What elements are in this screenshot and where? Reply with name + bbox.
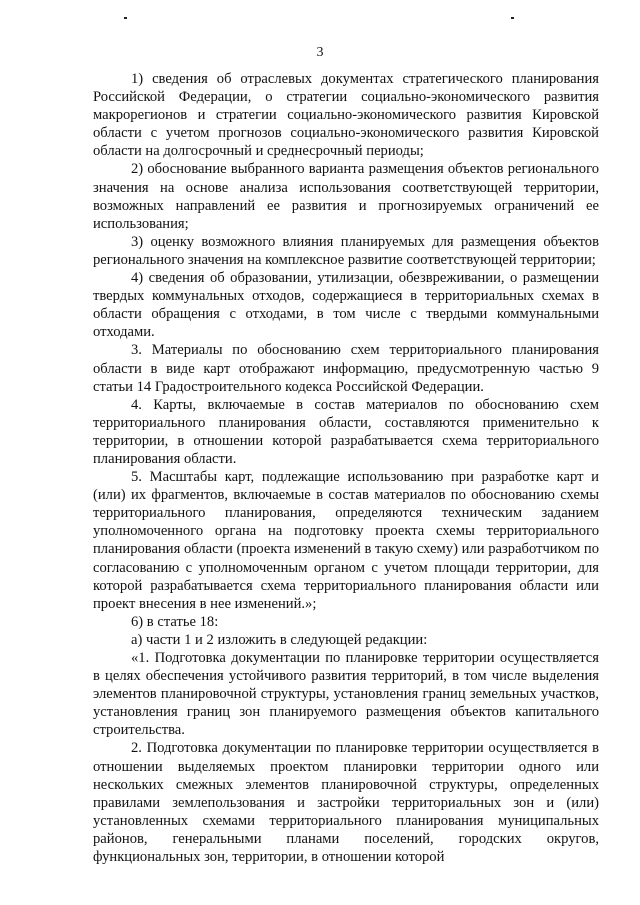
- paragraph-article-18: 6) в статье 18:: [131, 613, 219, 630]
- paragraph-item-3-maps: 3. Материалы по обоснованию схем территориального планирования области в виде карт отображают информацию, предусмотренную частью 9 статьи 14 Градостроительного кодекса Российской Федерации.: [93, 342, 599, 395]
- scan-mark-left: [124, 17, 127, 19]
- scan-mark-right: [511, 17, 514, 19]
- paragraph-part-2: 2. Подготовка документации по планировке территории осуществляется в отношении выделяемых проектом планировки территории одного или нескольких смежных элементов планировочной структуры, определенных правилами землепользования и застройки территориальных зон и (или) установленных схемами территориального планирования муниципальных районов, генеральными планами поселений, городских округов, функциональных зон, территории, в отношении которой: [93, 740, 599, 866]
- paragraph-waste-info: 4) сведения об образовании, утилизации, обезвреживании, о размещении твердых коммунальных отходов, содержащиеся в территориальных схемах в области обращения с отходами, в том числе с твердыми коммунальными отходами.: [93, 270, 599, 341]
- paragraph-part-1: «1. Подготовка документации по планировке территории осуществляется в целях обеспечения устойчивого развития территорий, в том числе выделения элементов планировочной структуры, установления границ земельных участков, установления границ зон планируемого размещения объектов капитального строительства.: [93, 650, 599, 739]
- document-body: [93, 70, 599, 866]
- page-number: 3: [316, 45, 324, 60]
- paragraph-impact-assessment: 3) оценку возможного влияния планируемых для размещения объектов регионального значения на комплексное развитие соответствующей территории;: [93, 233, 599, 268]
- paragraph-item-4-maps: 4. Карты, включаемые в состав материалов по обоснованию схем территориального планирования области, составляются применительно к территории, в отношении которой разрабатывается схема территориального планирования области.: [93, 396, 599, 467]
- paragraph-strategy-documents: 1) сведения об отраслевых документах стратегического планирования Российской Федерации, о стратегии социально-экономического развития макрорегионов и стратегии социально-экономического развития Кировской области с учетом прогнозов социально-экономического развития Кировской области на долгосрочный и среднесрочный периоды;: [93, 71, 599, 160]
- paragraph-placement-justification: 2) обоснование выбранного варианта размещения объектов регионального значения на основе анализа использования соответствующей территории, возможных направлений ее развития и прогнозируемых ограничений ее использования;: [93, 161, 599, 232]
- paragraph-item-5-scales: 5. Масштабы карт, подлежащие использованию при разработке карт и (или) их фрагментов, включаемые в состав материалов по обоснованию схемы территориального планирования, определяются техническим заданием уполномоченного органа на подготовку проекта схемы территориального планирования области (проекта изменений в такую схему) или разработчиком по согласованию с уполномоченным органом с учетом площади территории, для которой разрабатывается схема территориального планирования области или проект внесения в нее изменений.»;: [93, 469, 599, 612]
- paragraph-parts-1-2: а) части 1 и 2 изложить в следующей редакции:: [131, 631, 428, 648]
